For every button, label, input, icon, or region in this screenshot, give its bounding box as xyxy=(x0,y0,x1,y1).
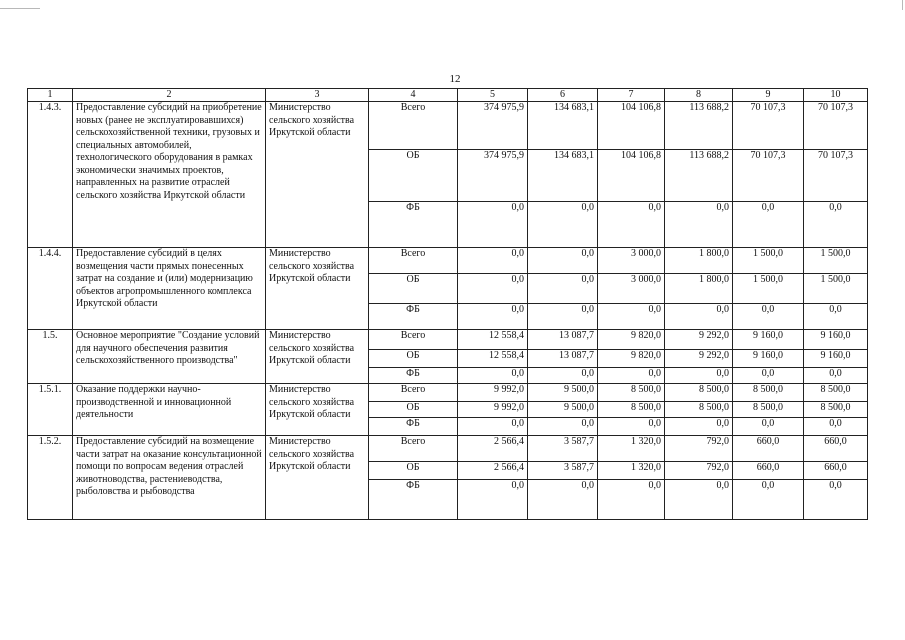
table-row xyxy=(28,330,868,350)
amount-cell: 792,0 xyxy=(665,436,733,462)
amount-cell: 0,0 xyxy=(598,304,665,330)
responsible-executor: Министерство сельского хозяйства Иркутской области xyxy=(266,384,369,436)
amount-cell: 8 500,0 xyxy=(733,402,804,418)
amount-cell: 0,0 xyxy=(733,202,804,248)
amount-cell: 660,0 xyxy=(733,436,804,462)
amount-cell: 70 107,3 xyxy=(733,102,804,150)
amount-cell: 113 688,2 xyxy=(665,102,733,150)
amount-cell: 0,0 xyxy=(528,248,598,274)
amount-cell: 0,0 xyxy=(733,418,804,436)
amount-cell: 12 558,4 xyxy=(458,330,528,350)
funding-source: ФБ xyxy=(369,304,458,330)
amount-cell: 134 683,1 xyxy=(528,150,598,202)
amount-cell: 0,0 xyxy=(733,304,804,330)
amount-cell: 1 500,0 xyxy=(804,248,868,274)
amount-cell: 13 087,7 xyxy=(528,330,598,350)
amount-cell: 792,0 xyxy=(665,462,733,480)
amount-cell: 0,0 xyxy=(458,248,528,274)
amount-cell: 9 820,0 xyxy=(598,330,665,350)
amount-cell: 374 975,9 xyxy=(458,150,528,202)
col-header: 8 xyxy=(665,89,733,102)
funding-source: Всего xyxy=(369,102,458,150)
amount-cell: 8 500,0 xyxy=(665,402,733,418)
col-header: 1 xyxy=(28,89,73,102)
amount-cell: 9 160,0 xyxy=(804,350,868,368)
amount-cell: 9 500,0 xyxy=(528,384,598,402)
funding-source: ФБ xyxy=(369,368,458,384)
amount-cell: 8 500,0 xyxy=(733,384,804,402)
amount-cell: 13 087,7 xyxy=(528,350,598,368)
amount-cell: 0,0 xyxy=(598,480,665,520)
amount-cell: 0,0 xyxy=(804,480,868,520)
amount-cell: 0,0 xyxy=(528,480,598,520)
amount-cell: 3 000,0 xyxy=(598,248,665,274)
row-number: 1.5. xyxy=(28,330,73,384)
funding-source: ОБ xyxy=(369,462,458,480)
amount-cell: 660,0 xyxy=(733,462,804,480)
funding-source: ОБ xyxy=(369,274,458,304)
col-header: 9 xyxy=(733,89,804,102)
scan-edge-line xyxy=(0,8,40,9)
responsible-executor: Министерство сельского хозяйства Иркутской области xyxy=(266,330,369,384)
col-header: 2 xyxy=(73,89,266,102)
header-row xyxy=(28,89,868,102)
funding-source: ОБ xyxy=(369,150,458,202)
amount-cell: 9 500,0 xyxy=(528,402,598,418)
amount-cell: 8 500,0 xyxy=(598,384,665,402)
funding-source: ОБ xyxy=(369,402,458,418)
amount-cell: 0,0 xyxy=(665,480,733,520)
activity-name: Предоставление субсидий на приобретение новых (ранее не эксплуатировавшихся) сельскохозяйственной техники, грузовых и специальных автомобилей, технологического оборудования в рамках экономически значимых проектов, направленных на развитие отраслей сельского хозяйства Иркутской области xyxy=(73,102,266,248)
amount-cell: 8 500,0 xyxy=(598,402,665,418)
amount-cell: 0,0 xyxy=(598,418,665,436)
amount-cell: 104 106,8 xyxy=(598,150,665,202)
funding-source: Всего xyxy=(369,436,458,462)
scan-edge-mark xyxy=(902,0,903,10)
amount-cell: 0,0 xyxy=(528,368,598,384)
amount-cell: 1 320,0 xyxy=(598,462,665,480)
amount-cell: 1 500,0 xyxy=(733,274,804,304)
responsible-executor: Министерство сельского хозяйства Иркутской области xyxy=(266,248,369,330)
responsible-executor: Министерство сельского хозяйства Иркутской области xyxy=(266,102,369,248)
funding-source: ОБ xyxy=(369,350,458,368)
table-row xyxy=(28,248,868,274)
amount-cell: 8 500,0 xyxy=(804,402,868,418)
amount-cell: 0,0 xyxy=(528,304,598,330)
amount-cell: 0,0 xyxy=(804,202,868,248)
amount-cell: 8 500,0 xyxy=(804,384,868,402)
table-body xyxy=(28,102,868,520)
amount-cell: 0,0 xyxy=(598,368,665,384)
funding-source: Всего xyxy=(369,248,458,274)
amount-cell: 0,0 xyxy=(733,368,804,384)
amount-cell: 1 500,0 xyxy=(733,248,804,274)
amount-cell: 2 566,4 xyxy=(458,436,528,462)
amount-cell: 113 688,2 xyxy=(665,150,733,202)
col-header: 5 xyxy=(458,89,528,102)
col-header: 6 xyxy=(528,89,598,102)
amount-cell: 1 320,0 xyxy=(598,436,665,462)
amount-cell: 660,0 xyxy=(804,436,868,462)
amount-cell: 9 160,0 xyxy=(733,350,804,368)
row-number: 1.4.4. xyxy=(28,248,73,330)
amount-cell: 0,0 xyxy=(458,368,528,384)
amount-cell: 0,0 xyxy=(598,202,665,248)
amount-cell: 9 992,0 xyxy=(458,384,528,402)
table-row xyxy=(28,384,868,402)
table-row xyxy=(28,436,868,462)
responsible-executor: Министерство сельского хозяйства Иркутской области xyxy=(266,436,369,520)
amount-cell: 0,0 xyxy=(458,304,528,330)
table-row xyxy=(28,102,868,150)
funding-source: ФБ xyxy=(369,202,458,248)
amount-cell: 104 106,8 xyxy=(598,102,665,150)
amount-cell: 0,0 xyxy=(528,418,598,436)
activity-name: Предоставление субсидий в целях возмещения части прямых понесенных затрат на создание и (или) модернизацию объектов агропромышленного комплекса Иркутской области xyxy=(73,248,266,330)
amount-cell: 0,0 xyxy=(458,480,528,520)
amount-cell: 0,0 xyxy=(665,418,733,436)
amount-cell: 0,0 xyxy=(733,480,804,520)
amount-cell: 0,0 xyxy=(804,418,868,436)
funding-source: Всего xyxy=(369,384,458,402)
activity-name: Оказание поддержки научно-производственной и инновационной деятельности xyxy=(73,384,266,436)
amount-cell: 9 292,0 xyxy=(665,330,733,350)
amount-cell: 0,0 xyxy=(528,202,598,248)
amount-cell: 0,0 xyxy=(665,304,733,330)
amount-cell: 0,0 xyxy=(458,202,528,248)
activity-name: Предоставление субсидий на возмещение части затрат на оказание консультационной помощи по вопросам ведения отраслей животноводства, растениеводства, рыболовства и рыбоводства xyxy=(73,436,266,520)
amount-cell: 1 800,0 xyxy=(665,274,733,304)
amount-cell: 70 107,3 xyxy=(804,102,868,150)
amount-cell: 70 107,3 xyxy=(733,150,804,202)
amount-cell: 9 820,0 xyxy=(598,350,665,368)
amount-cell: 12 558,4 xyxy=(458,350,528,368)
amount-cell: 660,0 xyxy=(804,462,868,480)
row-number: 1.4.3. xyxy=(28,102,73,248)
row-number: 1.5.2. xyxy=(28,436,73,520)
funding-source: ФБ xyxy=(369,418,458,436)
amount-cell: 3 000,0 xyxy=(598,274,665,304)
funding-source: ФБ xyxy=(369,480,458,520)
amount-cell: 0,0 xyxy=(665,368,733,384)
amount-cell: 3 587,7 xyxy=(528,436,598,462)
col-header: 3 xyxy=(266,89,369,102)
amount-cell: 8 500,0 xyxy=(665,384,733,402)
amount-cell: 9 160,0 xyxy=(804,330,868,350)
amount-cell: 3 587,7 xyxy=(528,462,598,480)
amount-cell: 0,0 xyxy=(804,368,868,384)
amount-cell: 0,0 xyxy=(458,418,528,436)
amount-cell: 9 292,0 xyxy=(665,350,733,368)
amount-cell: 2 566,4 xyxy=(458,462,528,480)
amount-cell: 0,0 xyxy=(804,304,868,330)
col-header: 7 xyxy=(598,89,665,102)
amount-cell: 374 975,9 xyxy=(458,102,528,150)
row-number: 1.5.1. xyxy=(28,384,73,436)
amount-cell: 1 800,0 xyxy=(665,248,733,274)
col-header: 10 xyxy=(804,89,868,102)
amount-cell: 9 992,0 xyxy=(458,402,528,418)
amount-cell: 134 683,1 xyxy=(528,102,598,150)
amount-cell: 0,0 xyxy=(458,274,528,304)
amount-cell: 70 107,3 xyxy=(804,150,868,202)
program-table xyxy=(27,88,868,520)
amount-cell: 1 500,0 xyxy=(804,274,868,304)
amount-cell: 0,0 xyxy=(528,274,598,304)
col-header: 4 xyxy=(369,89,458,102)
page-number: 12 xyxy=(449,73,461,85)
activity-name: Основное мероприятие "Создание условий для научного обеспечения развития сельскохозяйственного производства" xyxy=(73,330,266,384)
amount-cell: 0,0 xyxy=(665,202,733,248)
funding-source: Всего xyxy=(369,330,458,350)
amount-cell: 9 160,0 xyxy=(733,330,804,350)
